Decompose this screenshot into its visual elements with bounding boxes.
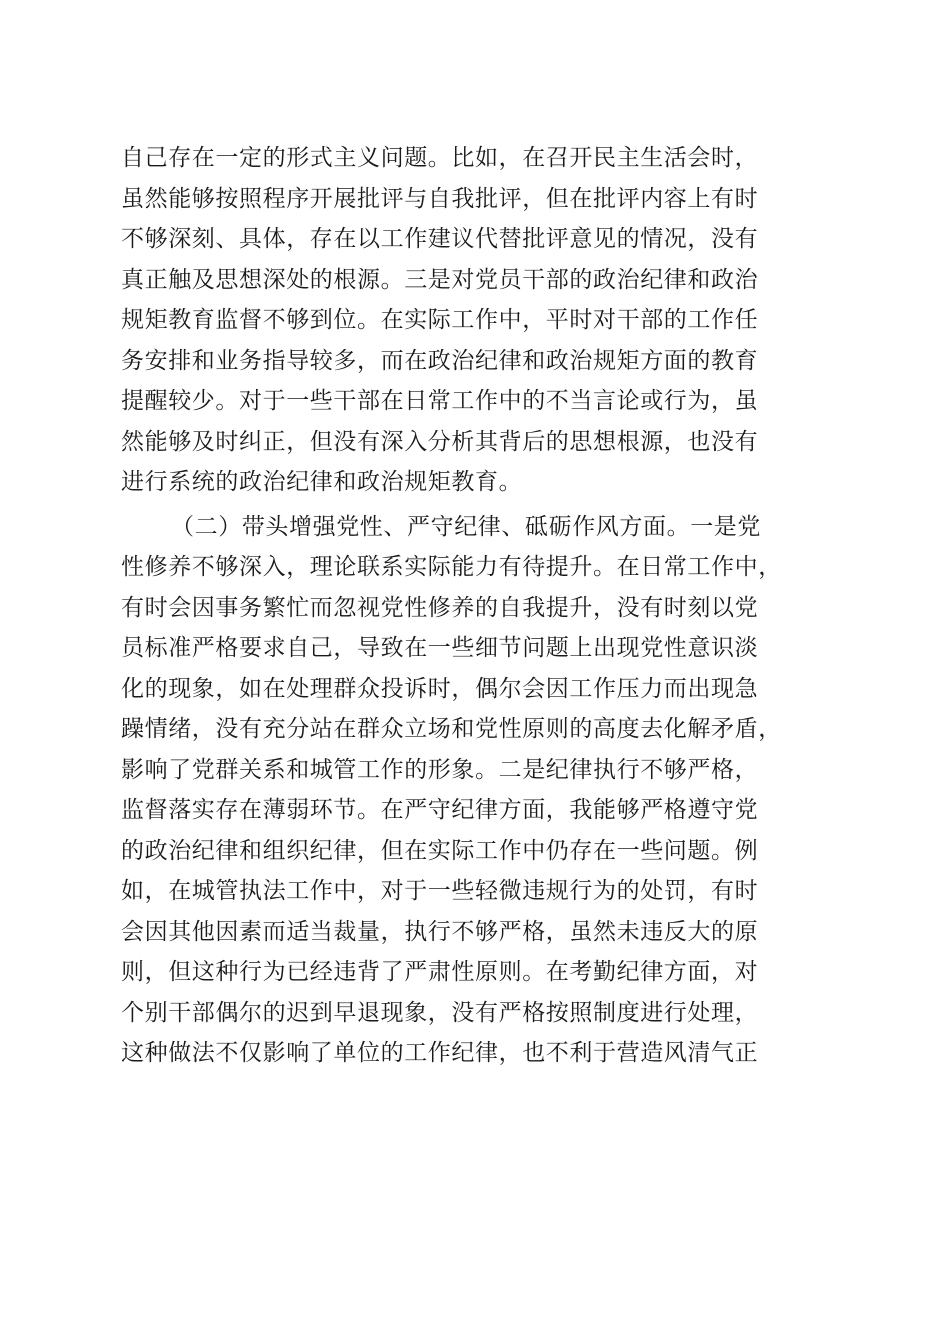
text-line: 自己存在一定的形式主义问题。比如，在召开民主生活会时， <box>121 145 759 171</box>
text-line: 然能够及时纠正，但没有深入分析其背后的思想根源，也没有 <box>121 428 759 455</box>
text-line: 性修养不够深入，理论联系实际能力有待提升。在日常工作中， <box>121 554 782 580</box>
paragraph-1 <box>121 138 831 503</box>
text-line: 规矩教育监督不够到位。在实际工作中，平时对干部的工作任 <box>121 307 759 333</box>
text-line: 真正触及思想深处的根源。三是对党员干部的政治纪律和政治 <box>121 266 759 293</box>
text-line: 务安排和业务指导较多，而在政治纪律和政治规矩方面的教育 <box>121 347 759 374</box>
section-heading-line: （二）带头增强党性、严守纪律、砥砺作风方面。一是党 <box>171 513 761 540</box>
text-line: 会因其他因素而适当裁量，执行不够严格，虽然未违反大的原 <box>121 918 759 945</box>
text-line: 监督落实存在薄弱环节。在严守纪律方面，我能够严格遵守党 <box>121 797 759 823</box>
text-line: 不够深刻、具体，存在以工作建议代替批评意见的情况，没有 <box>121 226 759 252</box>
text-line: 员标准严格要求自己，导致在一些细节问题上出现党性意识淡 <box>121 635 759 661</box>
text-line: 化的现象，如在处理群众投诉时，偶尔会因工作压力而出现急 <box>121 675 759 702</box>
text-line: 虽然能够按照程序开展批评与自我批评，但在批评内容上有时 <box>121 185 759 212</box>
text-line: 则，但这种行为已经违背了严肃性原则。在考勤纪律方面，对 <box>121 959 759 985</box>
document-body <box>121 138 831 1074</box>
text-line: 这种做法不仅影响了单位的工作纪律，也不利于营造风清气正 <box>121 1040 759 1066</box>
text-line: 的政治纪律和组织纪律，但在实际工作中仍存在一些问题。例 <box>121 837 759 864</box>
paragraph-2 <box>121 507 831 1074</box>
text-line: 个别干部偶尔的迟到早退现象，没有严格按照制度进行处理， <box>121 999 759 1026</box>
text-line: 有时会因事务繁忙而忽视党性修养的自我提升，没有时刻以党 <box>121 594 759 621</box>
text-line: 躁情绪，没有充分站在群众立场和党性原则的高度去化解矛盾， <box>121 716 782 742</box>
text-line: 进行系统的政治纪律和政治规矩教育。 <box>121 469 523 495</box>
text-line: 提醒较少。对于一些干部在日常工作中的不当言论或行为，虽 <box>121 388 759 414</box>
text-line: 如，在城管执法工作中，对于一些轻微违规行为的处罚，有时 <box>121 878 759 904</box>
text-line: 影响了党群关系和城管工作的形象。二是纪律执行不够严格， <box>121 756 759 783</box>
